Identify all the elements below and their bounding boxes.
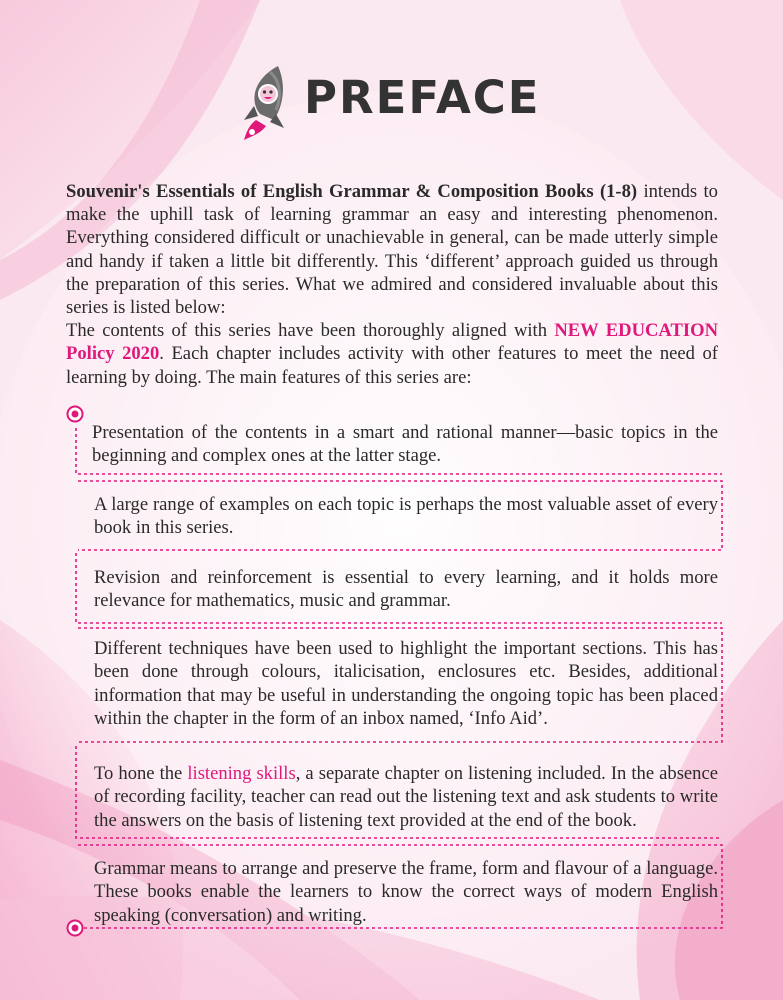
feature-item — [94, 762, 718, 832]
series-name: Souvenir's Essentials of English Grammar & Composition Books (1-8) — [66, 181, 638, 202]
listening-skills-highlight: listening skills — [187, 763, 296, 784]
feature-item — [94, 566, 718, 613]
intro-paragraph-2-start: The contents of this series have been thoroughly aligned with — [66, 320, 555, 342]
feature-text-rest: , a separate chapter on listening included. In the absence of recording facility, teacher can read out the listening text and ask students to write the answers on the basis of listening text provided at the end of the book. — [94, 763, 718, 831]
feature-text: Presentation of the contents in a smart and rational manner—basic topics in the beginning and complex ones at the latter stage. — [92, 422, 718, 467]
policy-highlight: NEW EDUCATION Policy 2020 — [66, 320, 718, 365]
feature-text-start: To hone the — [94, 763, 188, 784]
page-title: PREFACE — [304, 71, 541, 124]
intro-paragraph-2-rest: . Each chapter includes activity with other features to meet the need of learning by doing. The main features of this series are: — [66, 343, 718, 388]
feature-text: Different techniques have been used to highlight the important sections. This has been done through colours, italicisation, enclosures etc. Besides, additional information that may be useful in understanding the ongoing topic has been placed within the chapter in the form of an inbox named, ‘Info Aid’. — [94, 638, 718, 730]
feature-item — [94, 493, 718, 540]
feature-item — [94, 637, 718, 731]
feature-text: Revision and reinforcement is essential to every learning, and it holds more relevance for mathematics, music and grammar. — [94, 567, 718, 612]
intro-paragraph-1-body: intends to make the uphill task of learning grammar an easy and interesting phenomenon. Everything considered difficult or unachievable in general, can be made utterly simple and handy if taken a little bit differently. This ‘different’ approach guided us through the preparation of this series. What we admired and considered invaluable about this series is listed below: — [66, 181, 718, 319]
feature-item — [92, 421, 718, 468]
feature-text: A large range of examples on each topic is perhaps the most valuable asset of every book in this series. — [94, 494, 718, 539]
feature-item — [94, 857, 718, 927]
feature-text — [94, 762, 718, 832]
feature-text: Grammar means to arrange and preserve the frame, form and flavour of a language. These books enable the learners to know the correct ways of modern English speaking (conversation) and writing. — [94, 858, 718, 926]
